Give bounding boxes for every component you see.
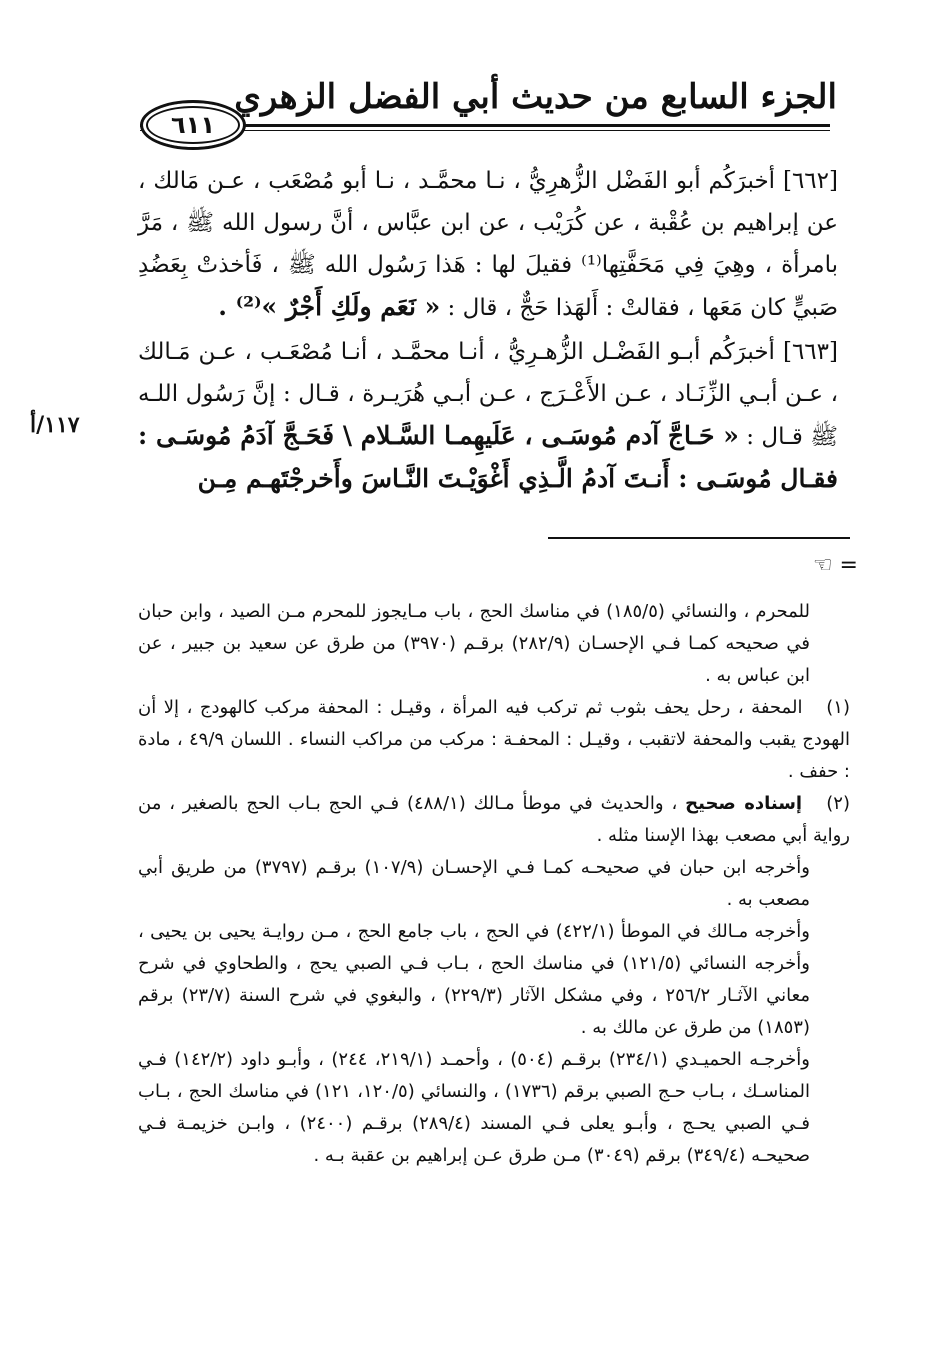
page-number: ٦١١ (171, 111, 215, 139)
footnotes (138, 596, 850, 1172)
footnote-2-verdict: إسناده صحيح (685, 793, 803, 814)
hadith-663-text: [٦٦٣] أخبرَكُم أبـو الفَضْـل الزُّهـرِيُّ ، أنـا محمَّـد ، أنـا مُصْعَـب ، عـن مَـالك ، عـن أبـي الزِّنَـاد ، عـن الأَعْـرَج ، عـن أبـي هُرَيـرة ، قـال : إنَّ رَسُول اللـه ﷺ قـال : (138, 339, 839, 450)
footnote-2-number: (٢) (826, 793, 850, 814)
footnote-2-para-4: وأخرجـه الحميـدي (٢٣٤/١) برقـم (٥٠٤) ، وأحمـد (٢١٩/١، ٢٤٤) ، وأبـو داود (١٤٢/٢) فـي المناسـك ، بـاب حـج الصبي برقم (١٧٣٦) ، والنسائي (١٢٠/٥، ١٢١) في مناسك الحج ، بـاب فـي الصبي يحـج ، وأبـو يعلى فـي المسند (٢٨٩/٤) برقـم (٢٤٠٠) ، وابـن خزيمـة فـي صحيحـه (٣٤٩/٤) برقم (٣٠٤٩) مـن طرق عـن إبراهيم بن عقبة بـه . (138, 1049, 811, 1166)
footnote-1-text: المحفة ، رحل يحف بثوب ثم تركب فيه المرأة ، وقيـل : المحفة مركب كالهودج ، إلا أن الهودج يقبب والمحفة لاتقبب ، وقيـل : المحفـة : مركب من مراكب النساء . اللسان ٤٩/٩ ، مادة : حفف . (138, 697, 850, 782)
footnote-1-number: (١) (826, 697, 850, 718)
hadith-662-quote: « نَعَم ولَكِ أَجْرٌ »⁽²⁾ . (218, 292, 441, 321)
footnote-2-text: ، والحديث في موطأ مـالك (٤٨٨/١) فـي الحج بـاب الحج بالصغير ، من رواية أبي مصعب بهذا الإسنا مثله . (138, 793, 850, 846)
page-number-badge (140, 100, 246, 150)
hadith-663 (138, 331, 838, 501)
hadith-662-text: [٦٦٢] أخبرَكُم أبو الفَضْل الزُّهرِيُّ ، نـا محمَّـد ، نـا أبو مُصْعَب ، عـن مَالك ، عن إبراهيم بن عُقْبة ، عن كُرَيْب ، عن ابن عبَّاس ، أنَّ رسول الله ﷺ ، مَرَّ بامرأة ، وهِيَ فِي مَحَفَّتِها⁽¹⁾ فقيلَ لها : هَذا رَسُول الله ﷺ ، فَأخذتْ بِعَضُدِ صَبيٍّ كان مَعَها ، فقالتْ : أَلهَذا حَجٌّ ، قال : (138, 168, 838, 321)
footnote-separator (548, 537, 850, 539)
hadith-662 (138, 160, 838, 329)
main-text (138, 160, 838, 501)
continuation-mark: = ☜ (812, 553, 858, 578)
running-header-title: الجزء السابع من حديث أبي الفضل الزهري (234, 77, 837, 117)
hadith-663-quote: « حَـاجَّ آدم مُوسَـى ، عَلَيهِمـا السَّـلام \ فَحَـجَّ آدَمُ مُوسَـى : فقـال مُوسَـى : أَنـتَ آدمُ الَّـذِي أَغْوَيْـتَ النَّـاسَ وأَخرجْتَهـم مِـن (138, 421, 838, 493)
footnote-2 (138, 788, 850, 852)
footnote-continuation: للمحرم ، والنسائي (١٨٥/٥) في مناسك الحج ، باب مـايجوز للمحرم مـن الصيد ، وابن حبان في صحيحه كمـا فـي الإحسـان (٢٨٢/٩) برقـم (٣٩٧٠) من طرق عن سعيد بن جبير ، عن ابن عباس به . (138, 601, 810, 686)
footnote-2-para-3: وأخرجه مـالك في الموطأ (٤٢٢/١) في الحج ، باب جامع الحج ، مـن روايـة يحيى بن يحيى ، وأخرجه النسائي (١٢١/٥) في مناسك الحج ، بـاب فـي الصبي يحج ، والطحاوي في شرح معاني الآثـار ٢٥٦/٢ ، وفي مشكل الآثار (٢٢٩/٣) ، والبغوي في شرح السنة (٢٣/٧) برقم (١٨٥٣) من طرق عن مالك به . (138, 921, 811, 1038)
footnote-1 (138, 692, 850, 788)
manuscript-folio-note: ١١٧/أ (30, 412, 80, 438)
footnote-2-para-2: وأخرجه ابن حبان في صحيحـه كمـا فـي الإحسـان (١٠٧/٩) برقـم (٣٧٩٧) من طريق أبي مصعب به . (138, 857, 811, 910)
